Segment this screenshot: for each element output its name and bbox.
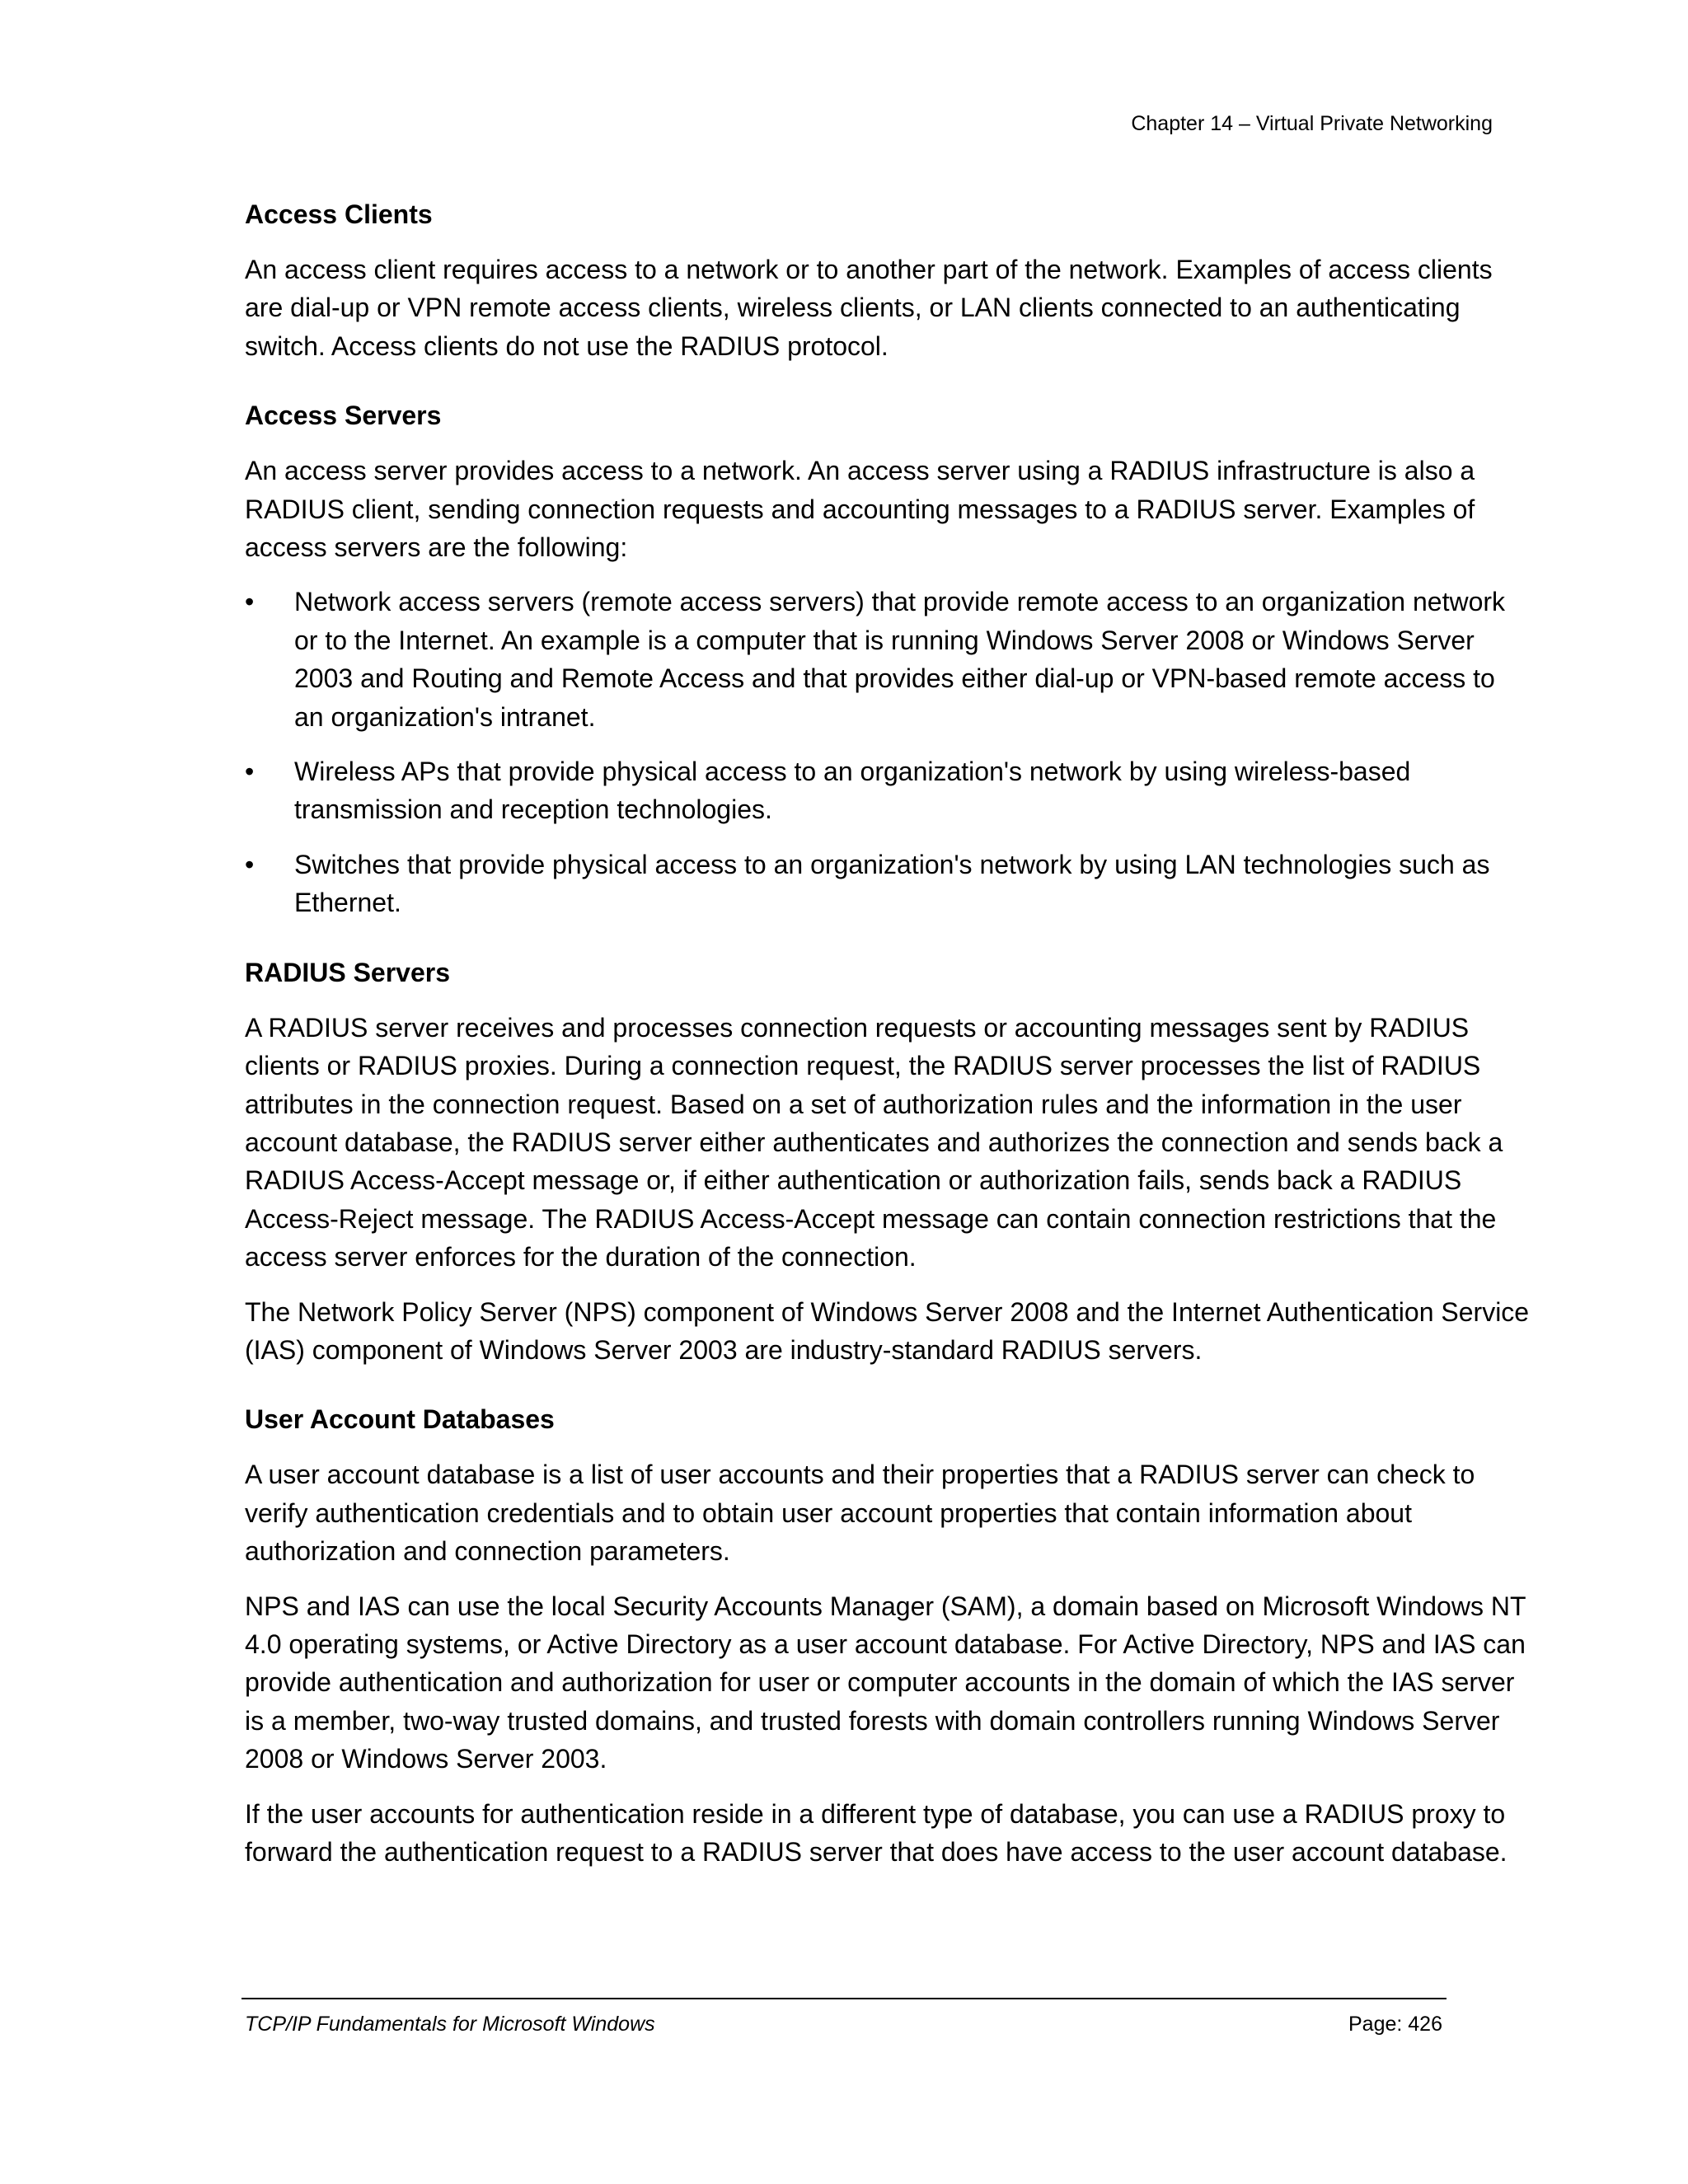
bullet-icon: • (245, 587, 255, 617)
section-heading: RADIUS Servers (245, 957, 450, 987)
body-paragraph: If the user accounts for authentication reside in a different type of database, you can use a RADIUS proxy to forward the authentication request to a RADIUS server that does have access to the user account database. (245, 1798, 1507, 1867)
body-paragraph: A RADIUS server receives and processes connection requests or accounting messages sent by RADIUS clients or RADIUS proxies. During a connection request, the RADIUS server processes the list of RADIUS attributes in the connection request. Based on a set of authorization rules and the information in the user account database, the RADIUS server either authenticates and authorizes the connection and sends back a RADIUS Access-Accept message or, if either authentication or authorization fails, sends back a RADIUS Access-Reject message. The RADIUS Access-Accept message can contain connection restrictions that the access server enforces for the duration of the connection. (245, 1012, 1503, 1272)
body-paragraph: An access client requires access to a network or to another part of the network. Examples of access clients are dial-up or VPN remote access clients, wireless clients, or LAN clients connected to an authenticating switch. Access clients do not use the RADIUS protocol. (245, 255, 1493, 361)
body-paragraph: The Network Policy Server (NPS) component of Windows Server 2008 and the Internet Authentication Service (IAS) component of Windows Server 2003 are industry-standard RADIUS servers. (245, 1296, 1530, 1365)
footer-page-number: Page: 426 (1348, 2013, 1442, 2036)
list-item-text: Switches that provide physical access to an organization's network by using LAN technologies such as Ethernet. (294, 849, 1490, 918)
body-paragraph: NPS and IAS can use the local Security Accounts Manager (SAM), a domain based on Microsoft Windows NT 4.0 operating systems, or Active Directory as a user account database. For Active Directory, NPS and IAS can provide authentication and authorization for user or computer accounts in the domain of which the IAS server is a member, two-way trusted domains, and trusted forests with domain controllers running Windows Server 2008 or Windows Server 2003. (245, 1591, 1526, 1774)
list-item-text: Network access servers (remote access servers) that provide remote access to an organization network or to the Internet. An example is a computer that is running Windows Server 2008 or Windows Server 2003 and Routing and Remote Access and that provides either dial-up or VPN-based remote access to an organization's intranet. (294, 587, 1506, 732)
footer-book-title: TCP/IP Fundamentals for Microsoft Windows (245, 2013, 655, 2036)
section-access-servers (245, 397, 1531, 921)
section-heading: Access Clients (245, 199, 433, 229)
body-paragraph: An access server provides access to a network. An access server using a RADIUS infrastructure is also a RADIUS client, sending connection requests and accounting messages to a RADIUS server. Examples of access servers are the following: (245, 456, 1475, 563)
list-item (245, 752, 1531, 829)
running-head: Chapter 14 – Virtual Private Networking (1131, 112, 1493, 135)
list-item (245, 583, 1531, 736)
body-paragraph: A user account database is a list of user accounts and their properties that a RADIUS server can check to verify authentication credentials and to obtain user account properties that contain information about authorization and connection parameters. (245, 1460, 1475, 1567)
page-body (245, 196, 1531, 1887)
bullet-icon: • (245, 849, 255, 879)
footer-divider (241, 1998, 1447, 1999)
section-radius-servers (245, 954, 1531, 1370)
bullet-list (245, 583, 1531, 921)
list-item-text: Wireless APs that provide physical access to an organization's network by using wireless-based transmission and reception technologies. (294, 757, 1411, 825)
section-user-account-databases (245, 1401, 1531, 1871)
list-item (245, 846, 1531, 922)
section-heading: Access Servers (245, 401, 442, 431)
section-access-clients (245, 196, 1531, 365)
section-heading: User Account Databases (245, 1404, 555, 1435)
bullet-icon: • (245, 757, 255, 787)
